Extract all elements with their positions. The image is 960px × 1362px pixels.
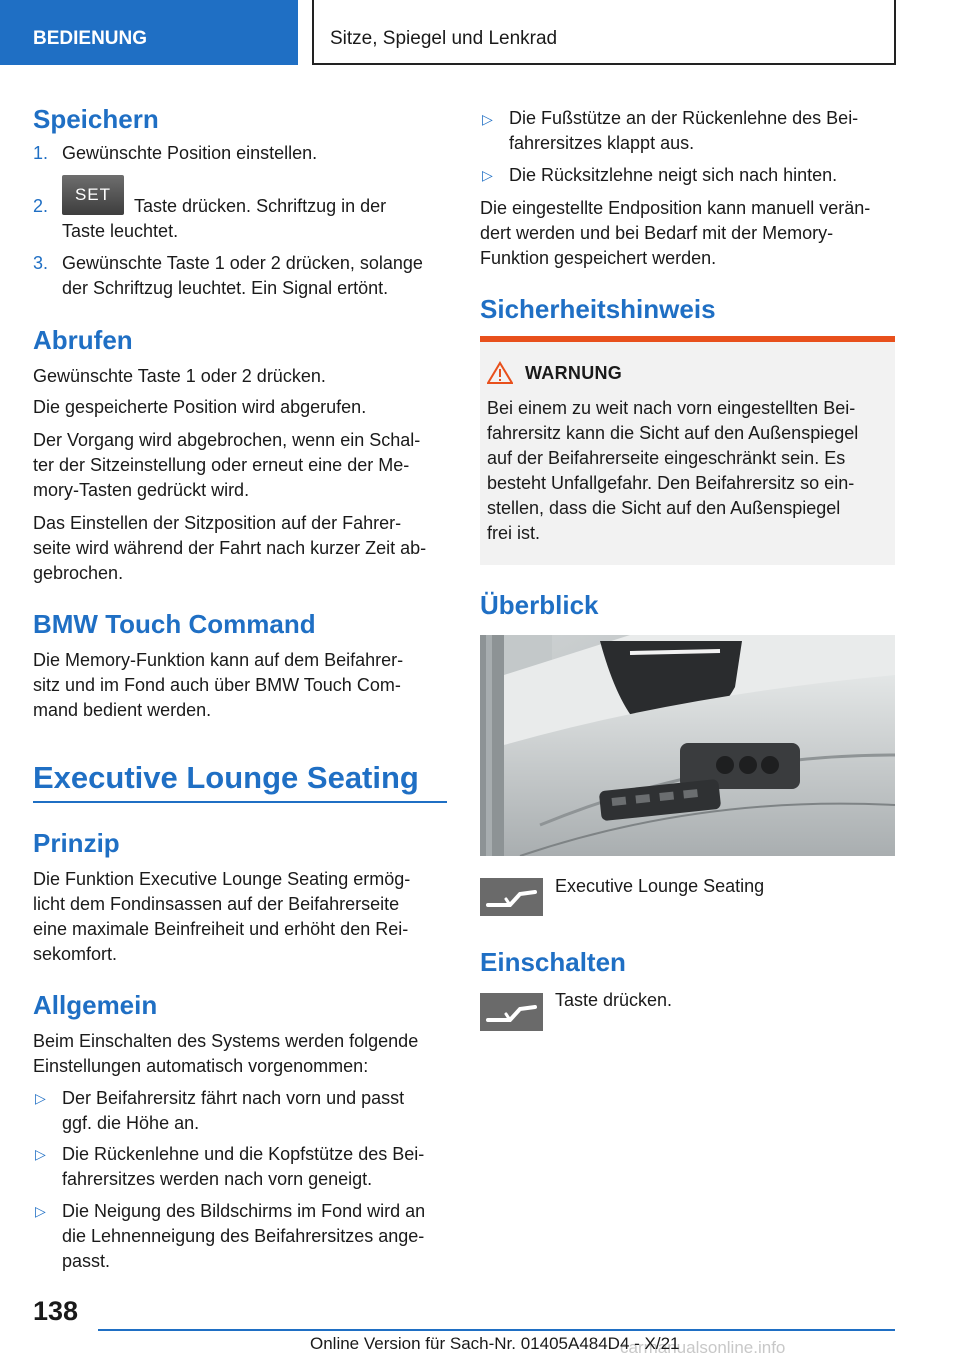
- bullet-triangle-icon: ▷: [35, 1146, 46, 1162]
- heading-einschalten: Einschalten: [480, 947, 626, 977]
- paragraph-line: gebrochen.: [33, 563, 124, 583]
- bullet-triangle-icon: ▷: [35, 1090, 46, 1106]
- heading-touch-command: BMW Touch Command: [33, 609, 316, 639]
- warning-line: besteht Unfallgefahr. Den Beifahrersitz so ein-: [487, 473, 855, 493]
- set-button-icon: SET: [62, 175, 124, 215]
- heading-ueberblick: Überblick: [480, 590, 599, 620]
- bullet-line: Die Rücksitzlehne neigt sich nach hinten.: [509, 165, 838, 185]
- bullet-line: fahrersitzes klappt aus.: [509, 133, 695, 153]
- heading-executive-lounge: Executive Lounge Seating: [33, 760, 419, 795]
- page-number: 138: [33, 1296, 79, 1326]
- step-number: 1.: [33, 143, 49, 163]
- paragraph-line: Die Memory-Funktion kann auf dem Beifahrer-: [33, 650, 404, 670]
- warning-line: Bei einem zu weit nach vorn eingestellten Bei-: [487, 398, 856, 418]
- warning-line: stellen, dass die Sicht auf den Außenspiegel: [487, 498, 841, 518]
- paragraph-line: sekomfort.: [33, 944, 118, 964]
- step-number: 2.: [33, 196, 49, 216]
- paragraph-line: Die eingestellte Endposition kann manuell verän-: [480, 198, 871, 218]
- warning-title: WARNUNG: [525, 363, 623, 383]
- paragraph-line: Der Vorgang wird abgebrochen, wenn ein Schal-: [33, 430, 421, 450]
- bullet-line: Der Beifahrersitz fährt nach vorn und passt: [62, 1088, 405, 1108]
- door-panel-photo: [480, 635, 895, 856]
- footer-rule: [98, 1329, 895, 1331]
- bullet-line: passt.: [62, 1251, 111, 1271]
- bullet-triangle-icon: ▷: [482, 167, 493, 183]
- executive-lounge-seating-icon: [480, 878, 543, 916]
- step-text: Taste leuchtet.: [62, 221, 179, 241]
- heading-sicherheitshinweis: Sicherheitshinweis: [480, 294, 716, 324]
- step-text: der Schriftzug leuchtet. Ein Signal ertönt.: [62, 278, 389, 298]
- executive-lounge-seating-icon: [480, 993, 543, 1031]
- paragraph-line: eine maximale Beinfreiheit und erhöht den Rei-: [33, 919, 409, 939]
- paragraph-line: mory-Tasten gedrückt wird.: [33, 480, 250, 500]
- heading-rule: [33, 801, 447, 803]
- paragraph-line: dert werden und bei Bedarf mit der Memory-: [480, 223, 834, 243]
- icon-caption: Executive Lounge Seating: [555, 876, 765, 896]
- heading-abrufen: Abrufen: [33, 325, 133, 355]
- paragraph-line: seite wird während der Fahrt nach kurzer Zeit ab-: [33, 538, 427, 558]
- step-text: Gewünschte Taste 1 oder 2 drücken, solange: [62, 253, 423, 273]
- paragraph-line: mand bedient werden.: [33, 700, 212, 720]
- warning-triangle-icon: [487, 361, 513, 385]
- step-number: 3.: [33, 253, 49, 273]
- paragraph-line: Funktion gespeichert werden.: [480, 248, 717, 268]
- paragraph-line: ter der Sitzeinstellung oder erneut eine der Me-: [33, 455, 410, 475]
- bullet-line: Die Rückenlehne und die Kopfstütze des Bei-: [62, 1144, 425, 1164]
- warning-line: auf der Beifahrerseite eingeschränkt sein. Es: [487, 448, 846, 468]
- paragraph-line: Das Einstellen der Sitzposition auf der Fahrer-: [33, 513, 402, 533]
- watermark: carmanualsonline.info: [620, 1338, 786, 1357]
- bullet-line: die Lehnenneigung des Beifahrersitzes ange-: [62, 1226, 425, 1246]
- paragraph-line: licht dem Fondinsassen auf der Beifahrerseite: [33, 894, 400, 914]
- bullet-triangle-icon: ▷: [482, 111, 493, 127]
- warning-line: fahrersitz kann die Sicht auf den Außenspiegel: [487, 423, 859, 443]
- heading-prinzip: Prinzip: [33, 828, 120, 858]
- instruction-text: Taste drücken.: [555, 990, 673, 1010]
- paragraph-line: Einstellungen automatisch vorgenommen:: [33, 1056, 369, 1076]
- chapter-title: Sitze, Spiegel und Lenkrad: [312, 0, 896, 65]
- paragraph: Gewünschte Taste 1 oder 2 drücken.: [33, 366, 326, 386]
- bullet-line: Die Neigung des Bildschirms im Fond wird an: [62, 1201, 426, 1221]
- bullet-line: fahrersitzes werden nach vorn geneigt.: [62, 1169, 373, 1189]
- heading-allgemein: Allgemein: [33, 990, 158, 1020]
- section-tab: BEDIENUNG: [0, 0, 298, 65]
- warning-line: frei ist.: [487, 523, 541, 543]
- bullet-line: Die Fußstütze an der Rückenlehne des Bei-: [509, 108, 859, 128]
- paragraph-line: sitz und im Fond auch über BMW Touch Com-: [33, 675, 401, 695]
- bullet-line: ggf. die Höhe an.: [62, 1113, 200, 1133]
- paragraph: Die gespeicherte Position wird abgerufen.: [33, 397, 367, 417]
- step-text: Taste drücken. Schriftzug in der: [134, 196, 387, 216]
- paragraph-line: Die Funktion Executive Lounge Seating ermög-: [33, 869, 411, 889]
- heading-speichern: Speichern: [33, 104, 159, 134]
- footer-online-version: Online Version für Sach-Nr. 01405A484D4 - X/21: [310, 1334, 680, 1353]
- step-text: Gewünschte Position einstellen.: [62, 143, 318, 163]
- paragraph-line: Beim Einschalten des Systems werden folgende: [33, 1031, 419, 1051]
- bullet-triangle-icon: ▷: [35, 1203, 46, 1219]
